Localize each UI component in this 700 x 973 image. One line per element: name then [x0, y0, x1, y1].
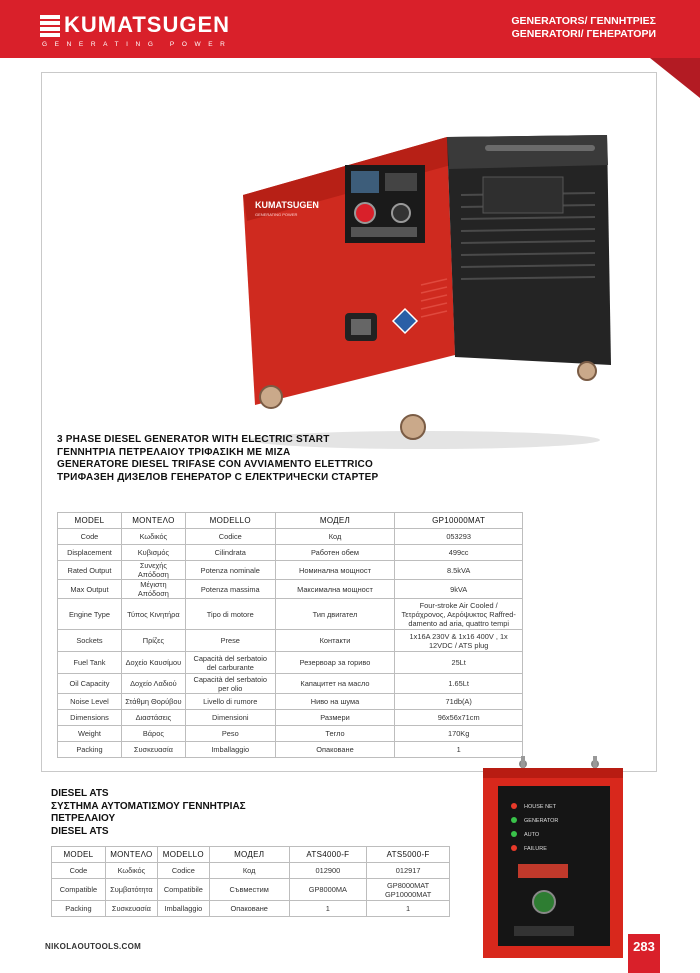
- logo-mark-icon: [40, 15, 60, 37]
- table-cell: Engine Type: [58, 599, 122, 630]
- category-line-2: GENERATORI/ ГЕНЕРАТОРИ: [511, 28, 656, 40]
- header-cell: ΜΟΝΤΕΛΟ: [121, 513, 185, 529]
- brand-tagline: GENERATING POWER: [42, 41, 233, 48]
- table-cell: Резервоар за гориво: [275, 652, 395, 674]
- table-cell: Δοχείο Λαδιού: [121, 674, 185, 694]
- table-cell: Tipo di motore: [185, 599, 275, 630]
- table-cell: 1: [289, 901, 367, 917]
- table-row: [58, 529, 523, 545]
- brand-name: KUMATSUGEN: [64, 12, 231, 37]
- table-cell: Capacità del serbatoio del carburante: [185, 652, 275, 674]
- product-title-it: GENERATORE DIESEL TRIFASE CON AVVIAMENTO ELETTRICO: [57, 459, 373, 470]
- header-cell-model: ATS5000-F: [367, 847, 450, 863]
- table-cell: Dimensions: [58, 710, 122, 726]
- table-cell: Κωδικός: [121, 529, 185, 545]
- table-row: [58, 652, 523, 674]
- table-cell: Four-stroke Air Cooled / Τετράχρονος, Αερόψυκτος Raffred-damento ad aria, quattro tempi: [395, 599, 523, 630]
- table-cell: Съвместим: [209, 879, 289, 901]
- table-cell: Βάρος: [121, 726, 185, 742]
- table-cell: Max Output: [58, 580, 122, 599]
- table-row: [58, 710, 523, 726]
- table-cell: GP8000MAT GP10000MAT: [367, 879, 450, 901]
- table-cell: Тегло: [275, 726, 395, 742]
- table-cell: Διαστάσεις: [121, 710, 185, 726]
- table-cell: Fuel Tank: [58, 652, 122, 674]
- table-cell: Контакти: [275, 630, 395, 652]
- table-cell: Codice: [185, 529, 275, 545]
- table-cell: Δοχείο Καυσίμου: [121, 652, 185, 674]
- table-cell: Noise Level: [58, 694, 122, 710]
- product-title-bg: ТРИФАЗЕН ДИЗЕЛОВ ГЕНЕРАТОР С ЕЛЕКТРИЧЕСКИ СТАРТЕР: [57, 471, 379, 483]
- header-cell: МОДЕЛ: [209, 847, 289, 863]
- header-fold-decoration: [650, 58, 700, 98]
- table-row: [52, 863, 450, 879]
- ats-titles: [51, 788, 246, 838]
- table-cell: Compatible: [52, 879, 106, 901]
- table-cell: 053293: [395, 529, 523, 545]
- ats-panel-photo: [478, 756, 628, 961]
- table-cell: Code: [52, 863, 106, 879]
- table-cell: Κυβισμός: [121, 545, 185, 561]
- ats-title-gr-2: ΠΕΤΡΕΛΑΙΟΥ: [51, 813, 116, 824]
- table-cell: 9kVA: [395, 580, 523, 599]
- table-row: [58, 726, 523, 742]
- table-row: [58, 674, 523, 694]
- table-cell: Imballaggio: [185, 742, 275, 758]
- product-titles: [57, 434, 378, 484]
- header-cell: MODELLO: [157, 847, 209, 863]
- table-row: [58, 630, 523, 652]
- table-cell: 170Kg: [395, 726, 523, 742]
- page-header: [0, 0, 700, 58]
- table-cell: Rated Output: [58, 561, 122, 580]
- table-cell: Πρίζες: [121, 630, 185, 652]
- table-cell: 012900: [289, 863, 367, 879]
- header-cell: MODELLO: [185, 513, 275, 529]
- diesel-generator-photo: [225, 125, 615, 450]
- table-cell: 012917: [367, 863, 450, 879]
- table-cell: Imballaggio: [157, 901, 209, 917]
- table-header-row: [58, 513, 523, 529]
- table-cell: Размери: [275, 710, 395, 726]
- table-cell: Код: [209, 863, 289, 879]
- table-cell: Работен обем: [275, 545, 395, 561]
- table-cell: Cilindrata: [185, 545, 275, 561]
- header-cell: МОДЕЛ: [275, 513, 395, 529]
- category-heading: [511, 15, 656, 41]
- table-row: [58, 561, 523, 580]
- table-cell: Συνεχής Απόδοση: [121, 561, 185, 580]
- ats-label-failure: FAILURE: [524, 846, 547, 852]
- table-cell: Livello di rumore: [185, 694, 275, 710]
- table-cell: Тип двигател: [275, 599, 395, 630]
- page-number: 283: [628, 934, 660, 973]
- product-title-gr: ΓΕΝΝΗΤΡΙΑ ΠΕΤΡΕΛΑΙΟΥ ΤΡΙΦΑΣΙΚΗ ΜΕ ΜΙΖΑ: [57, 446, 291, 458]
- table-cell: 1.65Lt: [395, 674, 523, 694]
- ats-title-gr-1: ΣΥΣΤΗΜΑ ΑΥΤΟΜΑΤΙΣΜΟΥ ΓΕΝΝΗΤΡΙΑΣ: [51, 800, 246, 812]
- ats-spec-table: [51, 846, 450, 917]
- header-cell: MODEL: [58, 513, 122, 529]
- header-cell: MODEL: [52, 847, 106, 863]
- generator-brand-label: KUMATSUGEN: [255, 200, 319, 210]
- table-cell: Code: [58, 529, 122, 545]
- table-cell: Опаковане: [209, 901, 289, 917]
- header-cell: ΜΟΝΤΕΛΟ: [105, 847, 157, 863]
- table-cell: Packing: [58, 742, 122, 758]
- table-cell: Potenza nominale: [185, 561, 275, 580]
- table-cell: Oil Capacity: [58, 674, 122, 694]
- category-line-1: GENERATORS/ ΓΕΝΝΗΤΡΙΕΣ: [511, 15, 656, 27]
- table-cell: Compatibile: [157, 879, 209, 901]
- table-cell: Συμβατότητα: [105, 879, 157, 901]
- table-row: [58, 545, 523, 561]
- table-row: [52, 901, 450, 917]
- table-row: [58, 694, 523, 710]
- header-cell-model: ATS4000-F: [289, 847, 367, 863]
- ats-title-en: DIESEL ATS: [51, 788, 109, 799]
- generator-brand-tag: GENERATING POWER: [255, 212, 298, 217]
- table-row: [52, 879, 450, 901]
- table-cell: Συσκευασία: [105, 901, 157, 917]
- table-cell: Опаковане: [275, 742, 395, 758]
- table-cell: Packing: [52, 901, 106, 917]
- table-row: [58, 580, 523, 599]
- table-cell: 1: [367, 901, 450, 917]
- table-cell: Weight: [58, 726, 122, 742]
- table-cell: Στάθμη Θορύβου: [121, 694, 185, 710]
- table-cell: Κωδικός: [105, 863, 157, 879]
- table-cell: 96x56x71cm: [395, 710, 523, 726]
- table-cell: Максимална мощност: [275, 580, 395, 599]
- header-cell-model: GP10000MAT: [395, 513, 523, 529]
- table-cell: 1: [395, 742, 523, 758]
- table-cell: Peso: [185, 726, 275, 742]
- table-cell: 499cc: [395, 545, 523, 561]
- ats-label-generator: GENERATOR: [524, 818, 559, 824]
- table-cell: Ниво на шума: [275, 694, 395, 710]
- ats-title-it: DIESEL ATS: [51, 825, 109, 837]
- table-row: [58, 742, 523, 758]
- table-cell: Συσκευασία: [121, 742, 185, 758]
- table-cell: Capacità del serbatoio per olio: [185, 674, 275, 694]
- table-cell: Номинална мощност: [275, 561, 395, 580]
- footer-url[interactable]: NIKOLAOUTOOLS.COM: [45, 942, 142, 951]
- table-cell: Potenza massima: [185, 580, 275, 599]
- table-header-row: [52, 847, 450, 863]
- product-title-en: 3 PHASE DIESEL GENERATOR WITH ELECTRIC START: [57, 434, 330, 445]
- table-cell: Prese: [185, 630, 275, 652]
- generator-spec-table: [57, 512, 523, 758]
- table-cell: Sockets: [58, 630, 122, 652]
- ats-label-auto: AUTO: [524, 832, 540, 838]
- table-cell: 71db(A): [395, 694, 523, 710]
- table-cell: Τύπος Κινητήρα: [121, 599, 185, 630]
- table-cell: 8.5kVA: [395, 561, 523, 580]
- table-cell: 1x16A 230V & 1x16 400V , 1x 12VDC / ATS plug: [395, 630, 523, 652]
- table-cell: GP8000MA: [289, 879, 367, 901]
- table-cell: Codice: [157, 863, 209, 879]
- table-row: [58, 599, 523, 630]
- table-cell: Dimensioni: [185, 710, 275, 726]
- table-cell: Μέγιστη Απόδοση: [121, 580, 185, 599]
- ats-label-house-net: HOUSE NET: [524, 804, 557, 810]
- table-cell: Капацитет на масло: [275, 674, 395, 694]
- table-cell: 25Lt: [395, 652, 523, 674]
- table-cell: Displacement: [58, 545, 122, 561]
- table-cell: Код: [275, 529, 395, 545]
